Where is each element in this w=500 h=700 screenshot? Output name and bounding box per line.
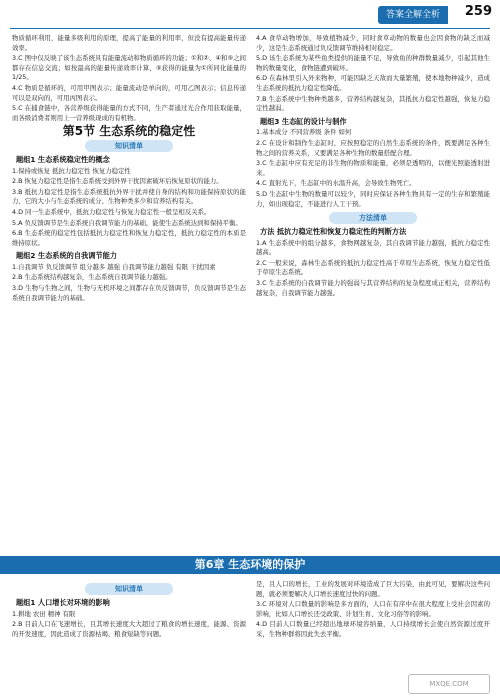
paragraph: 3.C 生态系统的自我调节能力的强弱与其营养结构的复杂程度成正相关，营养结构越复杂，自我调节能力越强。 [256,279,490,297]
right-column [256,34,490,299]
section-title: 第5节 生态系统的稳定性 [62,124,196,139]
paragraph: 2.C 在设计和制作生态缸时，应按照稳定的自然生态系统的条件，既要满足各种生物之间的营养关系，又要满足各种生物的数量搭配合理。 [256,138,490,157]
paragraph: 4.C 物质是循环的，可用甲图表示；能量流动是单向的，可用乙图表示；信息传递可以是双向的，可用丙图表示。 [12,83,246,102]
chapter-title: 第6章 生态环境的保护 [194,558,306,571]
section-banner: 知识清单 [85,583,173,595]
topic-heading [256,117,490,127]
paragraph: 3.C 生态缸中应有充足的非生物的物质和能量，必须是透明的，以便光照能透射进来。 [256,159,490,177]
paragraph: 5.A 负反馈调节是生态系统自我调节能力的基础，能使生态系统达到和保持平衡。 [12,218,242,227]
section-banner: 知识清单 [85,140,173,152]
topic-heading [12,155,246,165]
paragraph: 4.C 直射光下，生态缸中的水温升高，会导致生物死亡。 [256,179,416,188]
paragraph: 6.B 生态系统的稳定性包括抵抗力稳定性和恢复力稳定性，抵抗力稳定性的本质是维持原状。 [12,229,246,247]
paragraph: 4.D 同一生态系统中，抵抗力稳定性与恢复力稳定性一般呈相反关系。 [12,207,211,216]
page-number: 259 [464,4,492,19]
paragraph: 1.耕地 农田 精神 有限 [12,609,76,618]
paragraph: 1.基本成分 不同营养级 条件 如何 [256,128,352,137]
paragraph: 1.A 生态系统中的组分越多，食物网越复杂，其自我调节能力越强，抵抗力稳定性越高。 [256,238,490,257]
paragraph: 3.D 生物与生物之间，生物与无机环境之间都存在负反馈调节，负反馈调节是生态系统自我调节能力的基础。 [12,284,246,302]
paragraph: 2.B 目前人口在飞速增长，且其增长速度大大超过了粮食的增长速度，能源、资源的开发速度，因此造成了资源枯竭、粮食短缺等问题。 [12,620,246,638]
topic-heading-text: 题组1 人口增长对环境的影响 [16,598,110,607]
paragraph: 2.B 生态系统结构越复杂，生态系统自我调节能力越强。 [12,273,172,282]
paragraph: 5.C 在捕食链中，各营养级获得能量的方式不同，生产者通过光合作用获取能量，而各级消费者则用上一营养级现成的有机物。 [12,104,246,122]
paragraph: 5.D 生态缸中生物的数量可以较少，同时应保证各种生物具有一定的生存和繁殖能力，如出现稳定，不能进行人工干预。 [256,189,490,208]
paragraph: 3.C 环境对人口数量的影响是多方面的，人口在有序中在很大程度上受社会因素的影响，比如人口增长还受政策、计划生育、文化习俗等的影响。 [256,600,490,618]
header-rule [10,28,490,29]
topic-heading [256,227,490,237]
paragraph: 1.自我调节 负反馈调节 组分越多 越强 自我调节能力越强 有限 干扰因素 [12,262,216,271]
paragraph: 4.D 目前人口数量已经超出地球环境容纳量，人口持续增长会使自然资源过度开采，生物种群将因此失去平衡。 [256,620,490,638]
paragraph: 是，且人口的增长，工业的发展对环境造成了巨大污染，由此可见，要解决这些问题，就必须要解决人口增长速度过快的问题。 [256,580,490,598]
paragraph: 7.B 生态系统中生物种类越多，营养结构越复杂，其抵抗力稳定性越强，恢复力稳定性越弱。 [256,94,490,113]
paragraph: 2.B 恢复力稳定性是指生态系统受到外界干扰因素破坏后恢复原状的能力。 [12,177,223,186]
topic-heading [12,251,246,261]
paragraph: 5.D 该生态系统为某些鱼类提供的能量不足，导致鱼的种群数量减少，引起其他生物的数量变化，食物链遭到破坏。 [256,54,490,72]
paragraph: 6.D 在森林里引入外来物种，可能因缺乏天敌而大量繁殖，使本地物种减少，造成生态系统的抵抗力稳定性降低。 [256,74,490,92]
paragraph: 物质循环利用，能量多级利用的原理，提高了能量的利用率，但没有提高能量传递效率。 [12,34,246,52]
topic-heading [12,598,246,608]
paragraph: 3.C 图中仅反映了该生态系统具有能量流动和物质循环的功能；①和②、④和⑤之间都存在信息交流；如按最高的能量传递效率计算，⑤获得的能量为①所同化能量的1/25。 [12,54,246,82]
header-tab: 答案全解全析 [378,6,448,24]
bottom-left-column [12,580,246,640]
section-banner: 方法清单 [329,212,417,224]
topic-heading-text: 题组1 生态系统稳定性的概念 [16,154,110,164]
paragraph: 4.A 食草动物增加，导致植物减少，同时食草动物的数量也会因食物的缺乏而减少，这是生态系统通过负反馈调节维持相对稳定。 [256,34,490,52]
bottom-right-column [256,580,490,641]
chapter-banner [0,556,500,574]
paragraph: 2.C 一般来说，森林生态系统的抵抗力稳定性高于草原生态系统，恢复力稳定性低于草原生态系统。 [256,258,490,277]
topic-heading-text: 题组3 生态缸的设计与制作 [260,116,347,126]
watermark: MXQE.COM [408,674,490,694]
left-column [12,34,246,304]
topic-heading-text: 方法 抵抗力稳定性和恢复力稳定性的判断方法 [260,227,407,237]
paragraph: 3.B 抵抗力稳定性是指生态系统抵抗外界干扰并使自身的结构和功能保持原状的能力，它的大小与生态系统的成分、生物种类多少和营养结构有关。 [12,187,246,206]
page-header [0,0,500,30]
topic-heading-text: 题组2 生态系统的自我调节能力 [16,251,117,261]
paragraph: 1.保持或恢复 抵抗力稳定性 恢复力稳定性 [12,166,131,175]
